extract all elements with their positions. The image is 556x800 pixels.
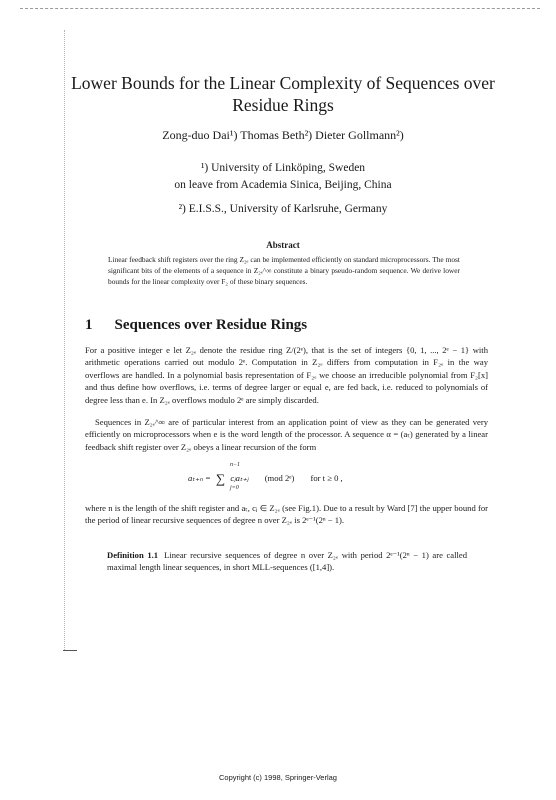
paragraph-1: For a positive integer e let Z₂ₑ denote the residue ring Z/(2ᵉ), that is the set of integers {0, 1, ..., 2ᵉ − 1} with arithmetic operations carried out modulo 2ᵉ. Computation in Z₂ₑ differs from computation in F₂ₑ in the way overflows are handled. In a polynomial basis representation of F₂ₑ we choose an irreducible polynomial from F₂[x] and thus define how overflows, i.e. terms of degree larger or equal e, are fed back, i.e. reduced to polynomials of degree less than e. In Z₂ₑ overflows modulo 2ᵉ are simply discarded. [85, 345, 488, 405]
recursion-equation [188, 462, 343, 491]
equation-term: cⱼaₜ₊ⱼ [230, 473, 249, 483]
definition-text: Linear recursive sequences of degree n over Z₂ₑ with period 2ᵉ⁻¹(2ⁿ − 1) are called maximal length linear sequences, in short MLL-sequences ([1,4]). [107, 550, 468, 573]
definition-1-1 [107, 549, 467, 574]
section-heading [85, 317, 307, 334]
scan-edge-left [64, 30, 65, 650]
abstract-text: Linear feedback shift registers over the ring Z₂ₑ can be implemented efficiently on standard microprocessors. The most significant bits of the elements of a sequence in Z₂ₑ^∞ constitute a binary pseudo-random sequence. We derive lower bounds for the linear complexity over F₂ of these binary sequences. [108, 255, 460, 286]
paper-title: Lower Bounds for the Linear Complexity of Sequences over Residue Rings [71, 73, 495, 115]
affiliation-1-line-1: ¹) University of Linköping, Sweden [200, 162, 366, 174]
abstract-heading: Abstract [266, 240, 300, 250]
affiliation-1-line-2: on leave from Academia Sinica, Beijing, China [174, 179, 392, 191]
scan-corner-mark [63, 650, 77, 651]
paragraph-3: where n is the length of the shift register and aₜ, cⱼ ∈ Z₂ₑ (see Fig.1). Due to a result by Ward [7] the upper bound for the period of linear recursive sequences of degree n over Z₂ₑ is 2ᵉ⁻¹(2ⁿ − 1). [85, 503, 488, 526]
definition-label: Definition 1.1 [107, 550, 159, 560]
summation-symbol: ∑ [215, 471, 226, 486]
section-number: 1 [85, 317, 93, 333]
scan-edge-top [20, 8, 540, 9]
sum-upper-limit: n−1 [230, 462, 241, 468]
section-title: Sequences over Residue Rings [114, 317, 308, 333]
sum-lower-limit: j=0 [230, 485, 239, 491]
equation-condition: for t ≥ 0 , [310, 473, 343, 483]
equation-modulus: (mod 2ᵉ) [264, 473, 295, 483]
author-list: Zong-duo Dai¹) Thomas Beth²) Dieter Gollmann²) [162, 128, 404, 142]
affiliation-1 [60, 160, 506, 194]
copyright-notice: Copyright (c) 1998, Springer-Verlag [219, 773, 337, 782]
affiliation-2: ²) E.I.S.S., University of Karlsruhe, Germany [178, 203, 388, 215]
paragraph-2: Sequences in Z₂ₑ^∞ are of particular interest from an application point of view as they can be generated very efficiently on microprocessors when e is the word length of the processor. A sequence α = (aₜ) generated by a linear feedback shift register over Z₂ₑ obeys a linear recursion of the form [85, 417, 488, 452]
equation-lhs: aₜ₊ₙ = [188, 473, 211, 483]
